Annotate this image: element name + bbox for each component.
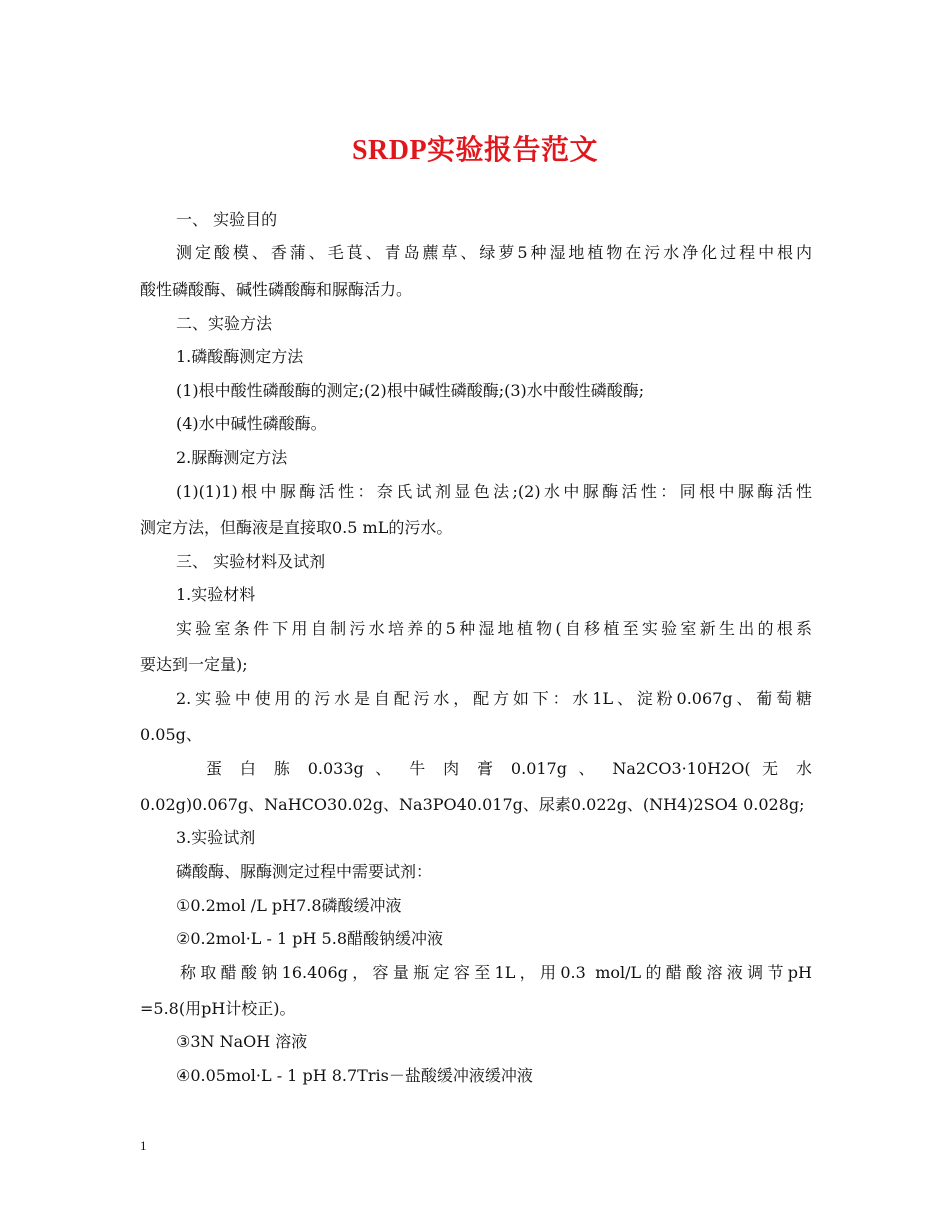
heading-purpose: 一、 实验目的 xyxy=(176,210,278,229)
subheading-reagents: 3.实验试剂 xyxy=(176,828,256,847)
reagent-item: ①0.2mol /L pH7.8磷酸缓冲液 xyxy=(176,896,402,915)
heading-methods: 二、实验方法 xyxy=(176,314,273,333)
paragraph-line: 测定酸模、香蒲、毛茛、青岛藨草、绿萝5种湿地植物在污水净化过程中根内 xyxy=(176,243,812,262)
paragraph-line: 2.实验中使用的污水是自配污水，配方如下：水1L、淀粉0.067g、葡萄糖 xyxy=(176,689,812,708)
paragraph-line: 实验室条件下用自制污水培养的5种湿地植物(自移植至实验室新生出的根系 xyxy=(176,619,812,638)
subheading-urease: 2.脲酶测定方法 xyxy=(176,448,288,467)
paragraph-line: (1)(1)1)根中脲酶活性：奈氏试剂显色法;(2)水中脲酶活性：同根中脲酶活性 xyxy=(176,482,812,501)
heading-materials: 三、 实验材料及试剂 xyxy=(176,552,326,571)
paragraph-line: 酸性磷酸酶、碱性磷酸酶和脲酶活力。 xyxy=(140,280,413,299)
reagent-item: ②0.2mol·L - 1 pH 5.8醋酸钠缓冲液 xyxy=(176,929,443,948)
document-title: SRDP实验报告范文 xyxy=(351,135,599,166)
paragraph-line: (4)水中碱性磷酸酶。 xyxy=(176,414,327,433)
paragraph-line: 0.02g)0.067g、NaHCO30.02g、Na3PO40.017g、尿素0.022g、(NH4)2SO4 0.028g; xyxy=(140,795,805,814)
paragraph-line: 磷酸酶、脲酶测定过程中需要试剂： xyxy=(176,862,433,881)
subheading-materials: 1.实验材料 xyxy=(176,585,256,604)
paragraph-line: 要达到一定量); xyxy=(140,655,248,674)
paragraph-line: 蛋 白 胨 0.033g 、 牛 肉 膏 0.017g 、 Na2CO3·10H2O( 无 水 xyxy=(206,759,812,778)
paragraph-line: 0.05g、 xyxy=(140,725,202,744)
subheading-phosphatase: 1.磷酸酶测定方法 xyxy=(176,347,304,366)
paragraph-line: (1)根中酸性磷酸酶的测定;(2)根中碱性磷酸酶;(3)水中酸性磷酸酶; xyxy=(176,381,645,400)
reagent-item: ④0.05mol·L - 1 pH 8.7Tris－盐酸缓冲液缓冲液 xyxy=(176,1066,533,1085)
reagent-item: ③3N NaOH 溶液 xyxy=(176,1032,308,1051)
paragraph-line: 测定方法，但酶液是直接取0.5 mL的污水。 xyxy=(140,518,453,537)
paragraph-line: 称取醋酸钠16.406g，容量瓶定容至1L，用0.3 mol/L的醋酸溶液调节pH xyxy=(180,963,812,982)
paragraph-line: =5.8(用pH计校正)。 xyxy=(140,999,296,1018)
page-number: 1 xyxy=(140,1138,147,1153)
